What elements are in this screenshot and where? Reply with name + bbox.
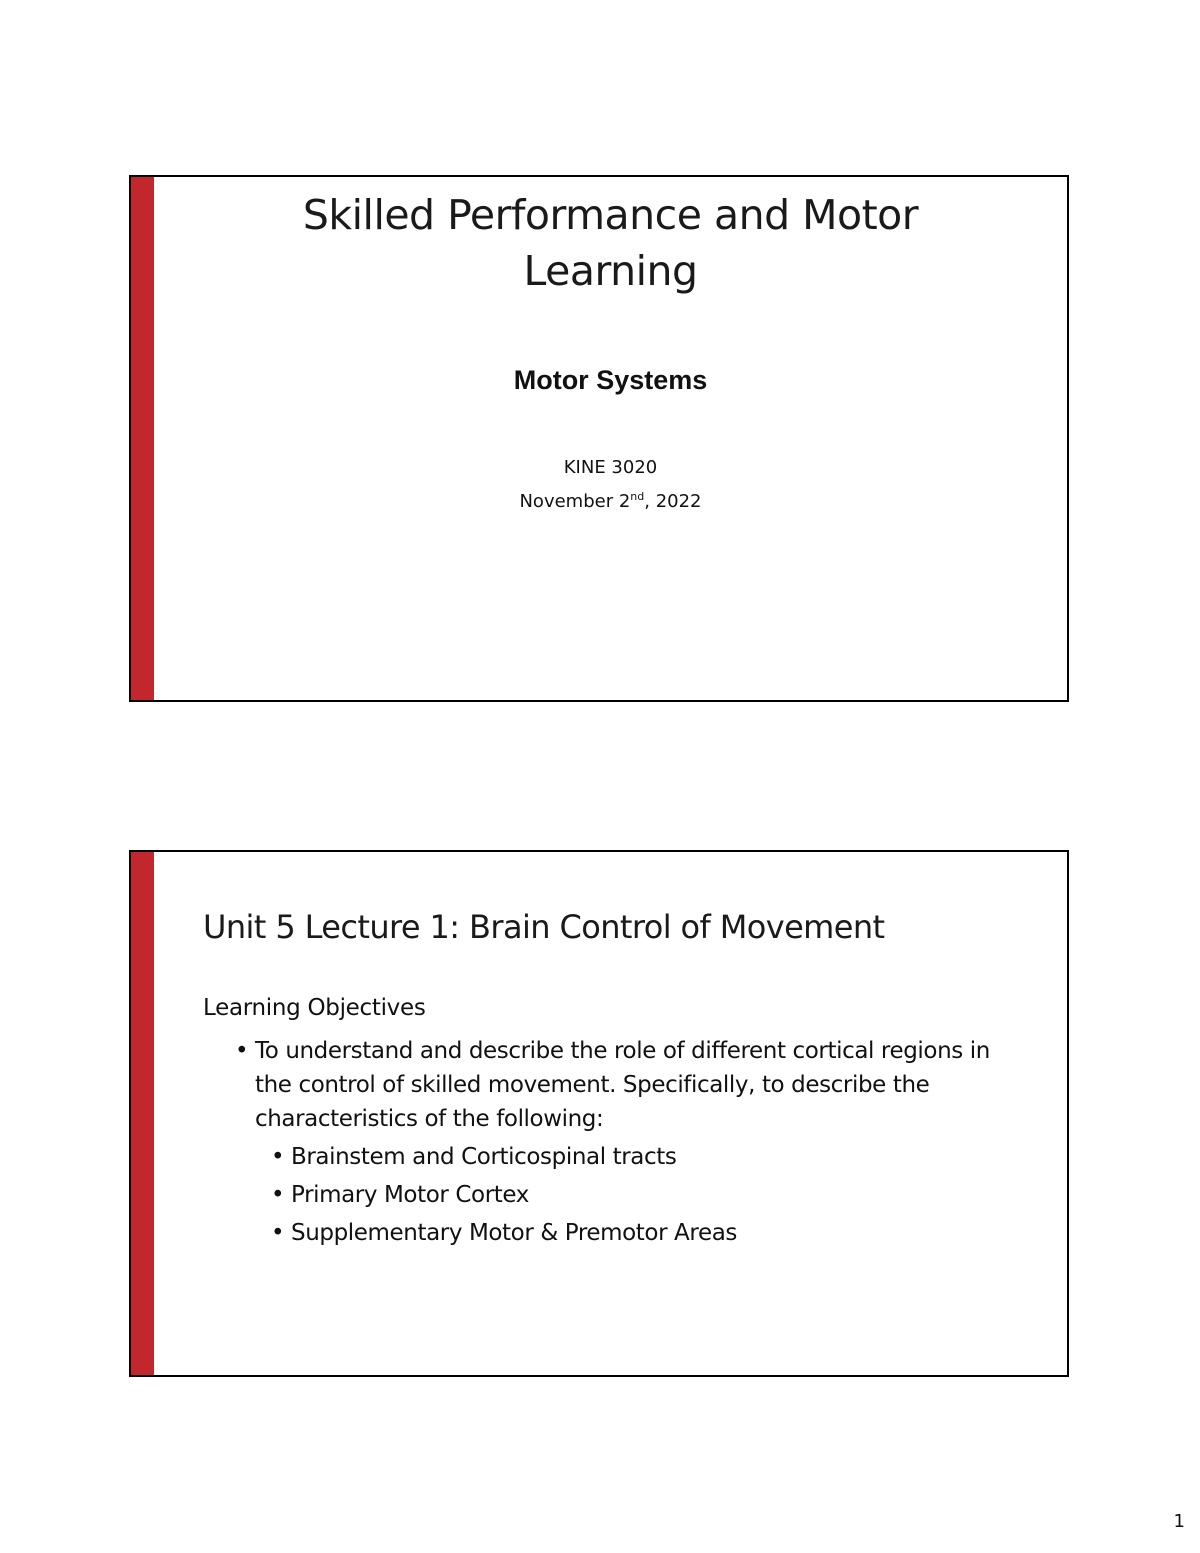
lecture-date-year: , 2022	[644, 491, 702, 512]
lecture-date-prefix: November 2	[519, 491, 631, 512]
presentation-title-line-2: Learning	[523, 247, 698, 295]
lecture-date	[154, 491, 1067, 512]
lecture-title: Unit 5 Lecture 1: Brain Control of Movement	[203, 908, 885, 946]
page-number: 1	[1173, 1511, 1185, 1532]
presentation-title-line-1: Skilled Performance and Motor	[302, 191, 919, 239]
objective-sub-item: • Supplementary Motor & Premotor Areas	[271, 1214, 1015, 1252]
presentation-subtitle: Motor Systems	[513, 365, 708, 395]
presentation-title	[154, 187, 1067, 299]
slide-accent-bar	[131, 177, 154, 700]
objective-sub-item: • Brainstem and Corticospinal tracts	[271, 1138, 1015, 1176]
course-code: KINE 3020	[563, 457, 658, 478]
objective-sub-list	[271, 1138, 1015, 1252]
objectives-list	[235, 1034, 1015, 1252]
objective-text: To understand and describe the role of different cortical regions in the control of skilled movement. Specifically, to describe the characteristics of the following:	[255, 1038, 990, 1132]
objective-item	[235, 1034, 1015, 1252]
objective-sub-item: • Primary Motor Cortex	[271, 1176, 1015, 1214]
lecture-date-ordinal: nd	[630, 490, 645, 503]
slide-accent-bar	[131, 852, 154, 1375]
objectives-heading: Learning Objectives	[203, 995, 426, 1021]
slide-title	[129, 175, 1069, 702]
slide-objectives	[129, 850, 1069, 1377]
